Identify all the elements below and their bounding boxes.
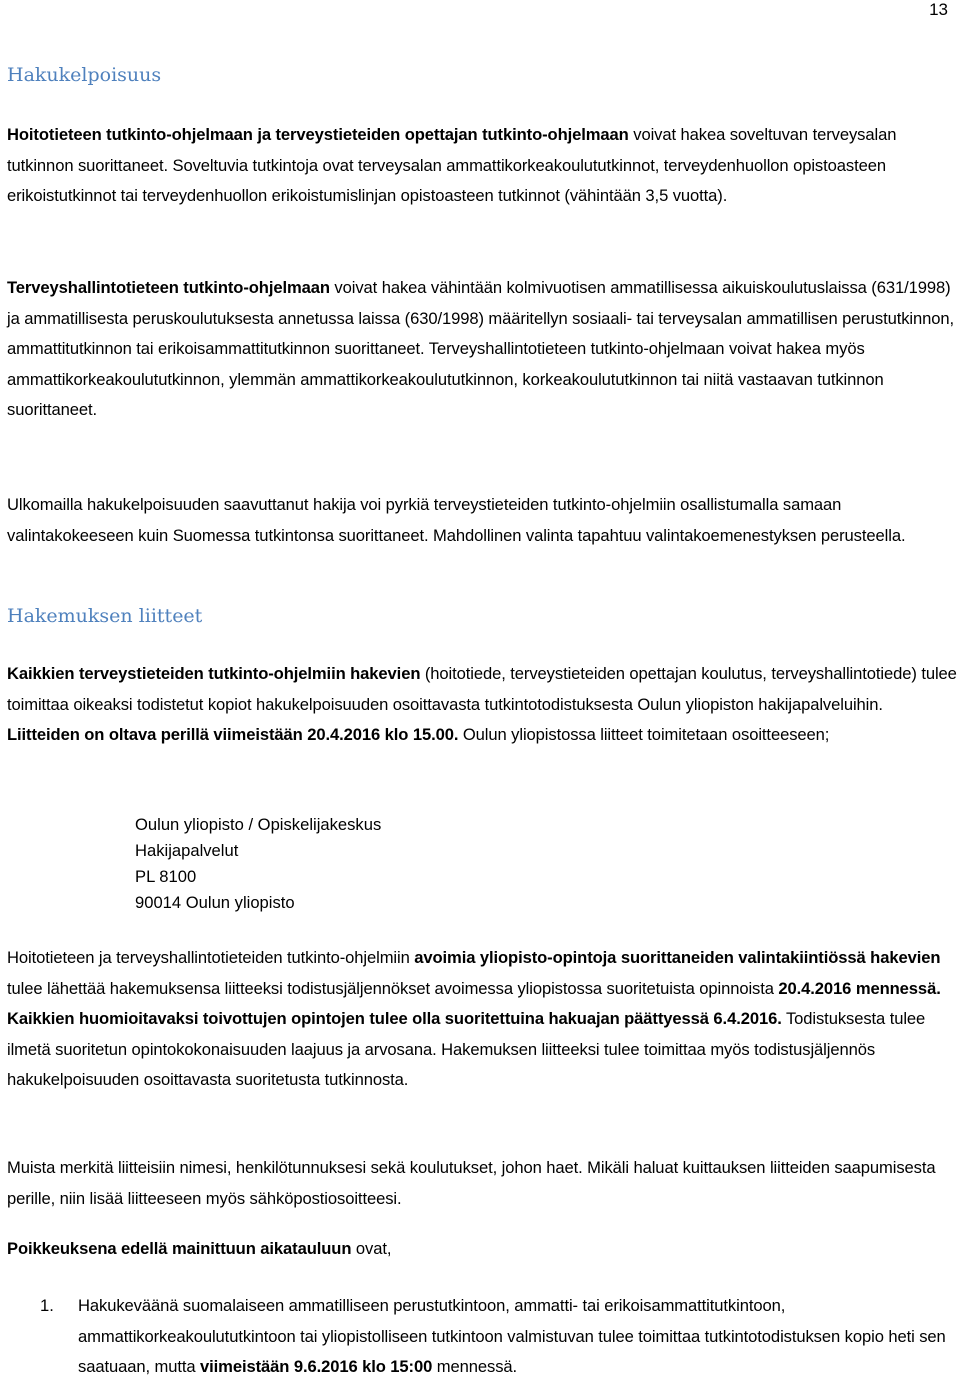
deadline-text: 20.4.2016 mennessä. Kaikkien huomioitavaksi toivottujen opintojen tulee olla suoritettuina hakuajan päättyessä 6.4.2016. bbox=[7, 978, 941, 1029]
bold-text: Terveyshallintotieteen tutkinto-ohjelmaan bbox=[7, 278, 330, 297]
list-item-text bbox=[78, 1291, 958, 1383]
body-text: ovat, bbox=[351, 1239, 392, 1258]
page-number: 13 bbox=[929, 0, 948, 19]
body-text: Hakukeväänä suomalaiseen ammatilliseen perustutkintoon, ammatti- tai erikoisammattitutkintoon, ammattikorkeakoulututkintoon tai yliopistolliseen tutkintoon valmistuvan tulee toimittaa tutkintotodistuksen kopio heti sen saatuaan, mutta bbox=[78, 1296, 946, 1377]
body-text: Hoitotieteen ja terveyshallintotieteiden tutkinto-ohjelmiin bbox=[7, 948, 415, 967]
paragraph-exceptions bbox=[7, 1234, 957, 1265]
address-line: Hakijapalvelut bbox=[135, 841, 239, 860]
list-number: 1. bbox=[40, 1296, 54, 1315]
body-text: Oulun yliopistossa liitteet toimitetaan osoitteeseen; bbox=[458, 725, 830, 745]
body-text: mennessä. bbox=[432, 1357, 518, 1377]
body-text: voivat hakea vähintään kolmivuotisen ammatillisessa aikuiskoulutuslaissa (631/1998) ja ammatillisesta peruskoulutuksesta annetussa laissa (630/1998) määritellyn sosiaali- tai terveysalan ammatillisen perustutkinnon, ammattitutkinnon tai erikoisammattitutkinnon suorittaneet. Terveyshallintotieteen tutkinto-ohjelmaan voivat hakea myös ammattikorkeakoulututkinnon, ylemmän ammattikorkeakoulututkinnon, korkeakoulututkinnon tai niitä vastaavan tutkinnon suorittaneet. bbox=[7, 278, 955, 420]
bold-text: Kaikkien terveystieteiden tutkinto-ohjelmiin hakevien bbox=[7, 664, 421, 683]
body-text: tulee lähettää hakemuksensa liitteeksi todistusjäljennökset avoimessa yliopistossa suoritetuista opinnoista bbox=[7, 978, 779, 998]
deadline-text: viimeistään 9.6.2016 klo 15:00 bbox=[200, 1357, 433, 1377]
address-line: 90014 Oulun yliopisto bbox=[135, 893, 295, 912]
mailing-address bbox=[135, 812, 381, 916]
bold-text: Hoitotieteen tutkinto-ohjelmaan ja terveystieteiden opettajan tutkinto-ohjelmaan bbox=[7, 125, 629, 144]
heading-hakukelpoisuus: Hakukelpoisuus bbox=[7, 64, 162, 86]
address-line: PL 8100 bbox=[135, 867, 197, 886]
bold-text: avoimia yliopisto-opintoja suorittaneiden valintakiintiössä hakevien bbox=[414, 948, 941, 967]
address-line: Oulun yliopisto / Opiskelijakeskus bbox=[135, 815, 382, 834]
body-text: (hoitotiede, terveystieteiden opettajan koulutus, terveyshallintotiede) tulee toimittaa oikeaksi todistetut kopiot hakukelpoisuuden osoittavasta tutkintotodistuksesta Oulun yliopiston hakijapalveluihin. bbox=[7, 664, 957, 714]
body-text: Todistuksesta tulee ilmetä suoritetun opintokokonaisuuden laajuus ja arvosana. Hakemuksen liitteeksi tulee toimittaa myös todistusjäljennös hakukelpoisuuden osoittavasta suoritetusta tutkinnosta. bbox=[7, 1009, 926, 1090]
paragraph-open-university bbox=[7, 943, 957, 1096]
paragraph-attachments bbox=[7, 659, 957, 751]
deadline-text: Liitteiden on oltava perillä viimeistään 20.4.2016 klo 15.00. bbox=[7, 725, 459, 745]
paragraph-reminder: Muista merkitä liitteisiin nimesi, henkilötunnuksesi sekä koulutukset, johon haet. Mikäli haluat kuittauksen liitteiden saapumisesta perille, niin lisää liitteeseen myös sähköpostiosoitteesi. bbox=[7, 1158, 936, 1208]
paragraph-foreign-applicants: Ulkomailla hakukelpoisuuden saavuttanut hakija voi pyrkiä terveystieteiden tutkinto-ohjelmiin osallistumalla samaan valintakokeeseen kuin Suomessa tutkintonsa suorittaneet. Mahdollinen valinta tapahtuu valintakoemenestyksen perusteella. bbox=[7, 495, 906, 545]
body-text: voivat hakea soveltuvan terveysalan tutkinnon suorittaneet. Soveltuvia tutkintoja ovat terveysalan ammattikorkeakoulututkinnot, terveydenhuollon opistoasteen erikoistutkinnot tai terveydenhuollon erikoistumislinjan opistoasteen tutkinnot (vähintään 3,5 vuotta). bbox=[7, 125, 897, 206]
paragraph-eligibility-nursing bbox=[7, 120, 957, 212]
bold-text: Poikkeuksena edellä mainittuun aikatauluun bbox=[7, 1239, 352, 1258]
paragraph-eligibility-administration bbox=[7, 273, 957, 426]
heading-hakemuksen-liitteet: Hakemuksen liitteet bbox=[7, 605, 203, 627]
